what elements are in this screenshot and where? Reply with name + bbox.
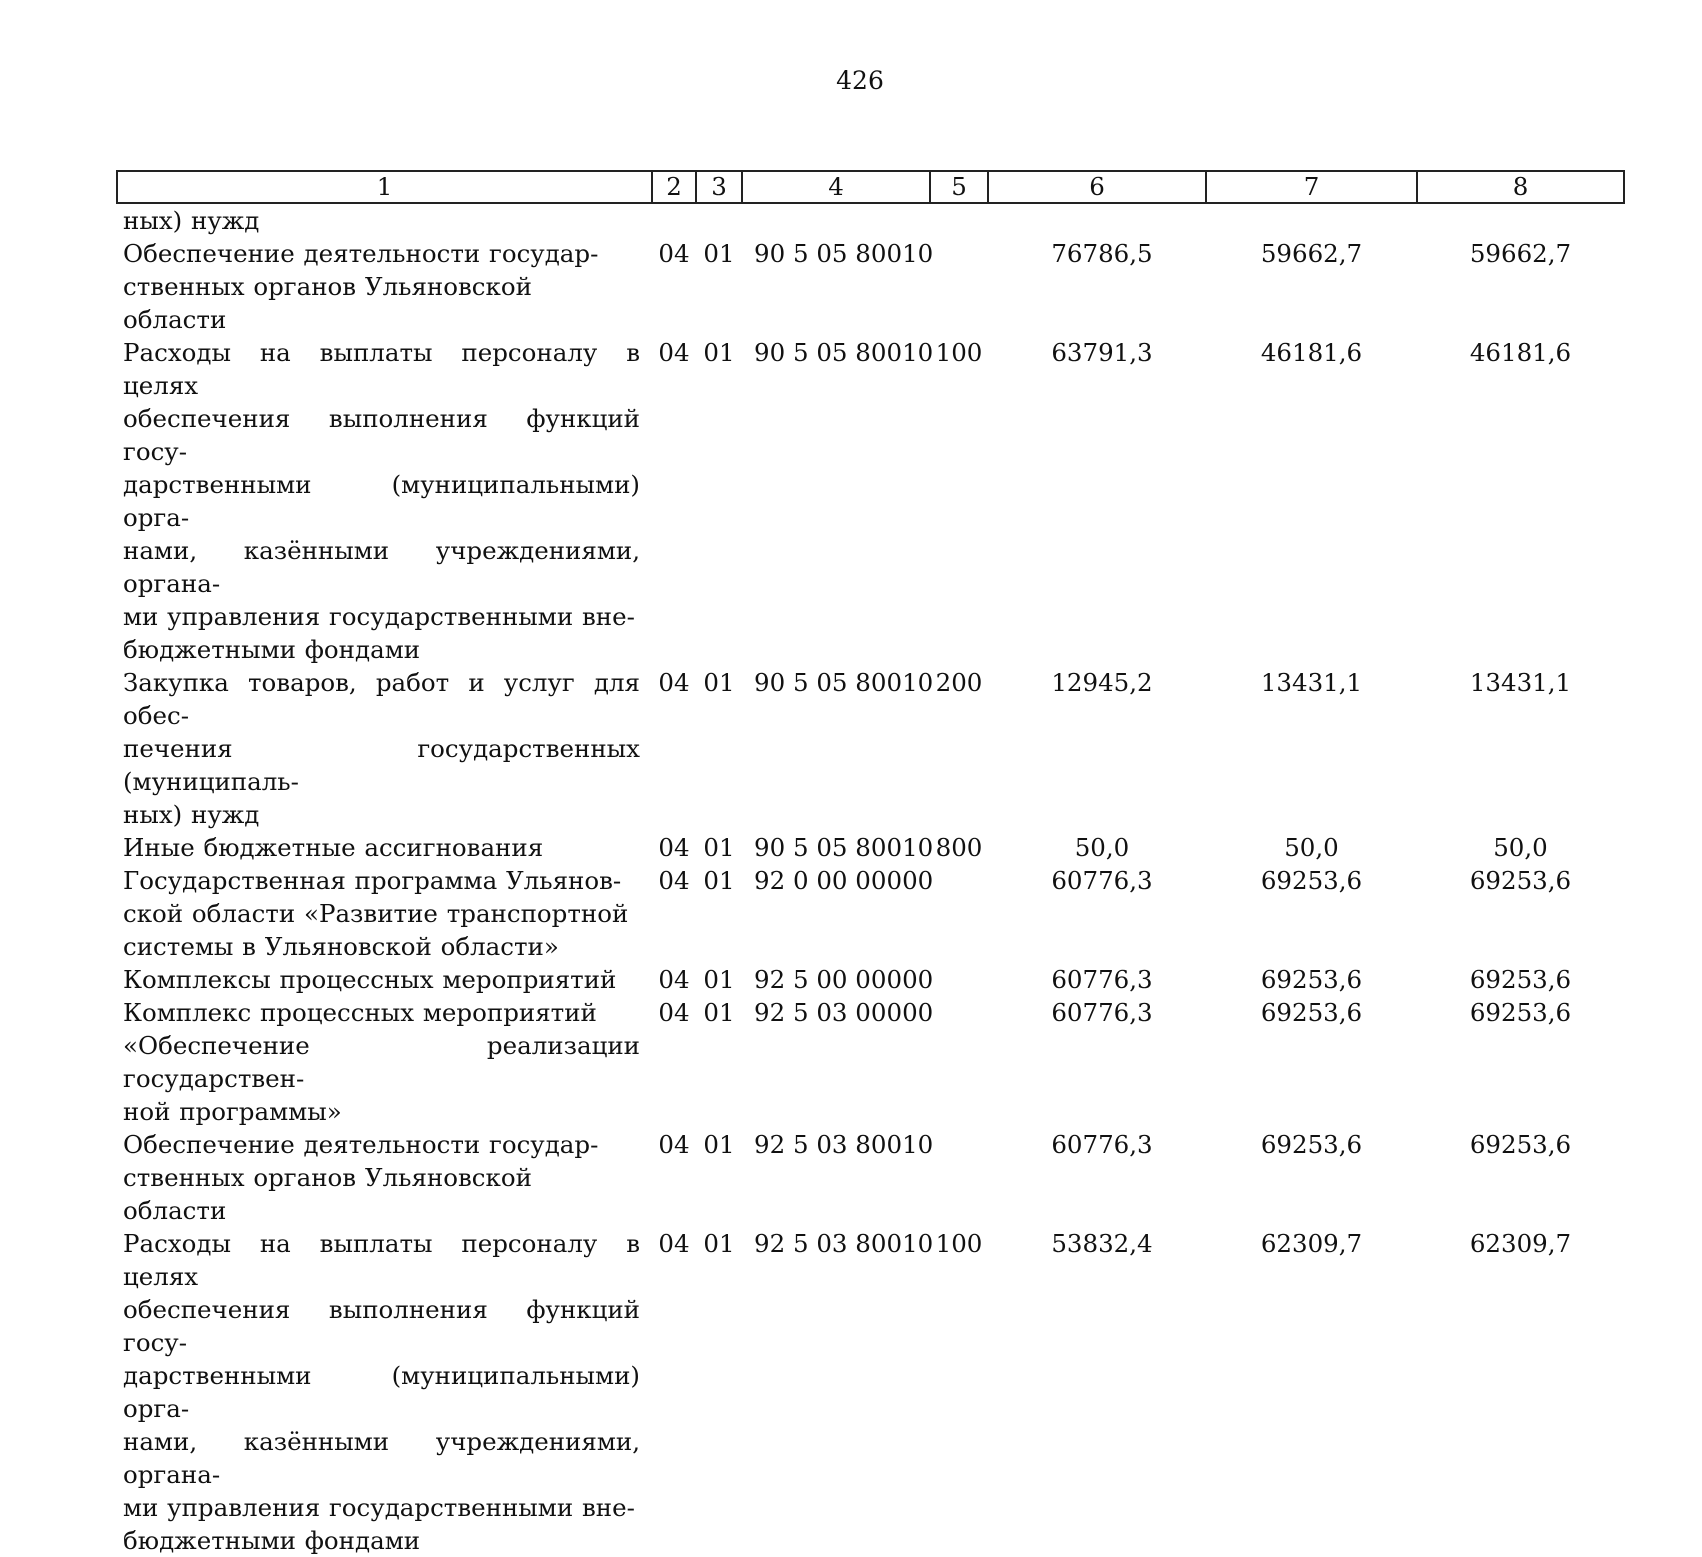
row-name-cell — [117, 963, 652, 996]
row-name-line: Государственная программа Ульянов- — [123, 866, 622, 895]
table-row — [117, 864, 1624, 963]
amount-col6-cell — [988, 203, 1206, 237]
section-code-cell: 04 — [658, 1130, 690, 1159]
subsection-code-cell: 01 — [703, 833, 735, 862]
subsection-code-cell: 01 — [703, 338, 735, 367]
header-cell-1: 1 — [117, 171, 652, 203]
section-code-cell — [652, 203, 696, 237]
amount-col7-cell: 50,0 — [1284, 833, 1339, 862]
row-name-line: ской области «Развитие транспортной — [123, 899, 629, 928]
amount-col6-cell: 63791,3 — [1051, 338, 1153, 367]
expense-type-cell — [930, 203, 988, 237]
subsection-code-cell: 01 — [703, 965, 735, 994]
row-name-line: Комплексы процессных мероприятий — [123, 965, 617, 994]
row-name-line: ми управления государственными вне- — [123, 602, 635, 631]
header-row — [117, 171, 1624, 203]
amount-col6-cell: 60776,3 — [1051, 998, 1153, 1027]
amount-col6-cell: 60776,3 — [1051, 1130, 1153, 1159]
target-article-cell: 92 5 03 80010 — [754, 1130, 934, 1159]
subsection-code-cell: 01 — [703, 239, 735, 268]
amount-col6-cell: 60776,3 — [1051, 965, 1153, 994]
target-article-cell: 90 5 05 80010 — [754, 338, 934, 367]
row-name-cell — [117, 1128, 652, 1227]
row-name-line: нами, казёнными учреждениями, органа- — [123, 1427, 640, 1489]
target-article-cell: 92 5 00 00000 — [754, 965, 934, 994]
row-name-line: «Обеспечение реализации государствен- — [123, 1031, 640, 1093]
amount-col6-cell: 60776,3 — [1051, 866, 1153, 895]
row-name-line: Расходы на выплаты персоналу в целях — [123, 338, 640, 400]
subsection-code-cell: 01 — [703, 1229, 735, 1258]
table-row — [117, 1128, 1624, 1227]
amount-col8-cell: 46181,6 — [1469, 338, 1572, 367]
amount-col8-cell: 69253,6 — [1469, 1130, 1572, 1159]
row-name-cell — [117, 1227, 652, 1557]
amount-col7-cell: 69253,6 — [1260, 998, 1363, 1027]
target-article-cell: 90 5 05 80010 — [754, 239, 934, 268]
amount-col7-cell: 69253,6 — [1260, 1130, 1363, 1159]
amount-col8-cell: 69253,6 — [1469, 998, 1572, 1027]
section-code-cell: 04 — [658, 239, 690, 268]
row-name-line: бюджетными фондами — [123, 1526, 421, 1555]
header-cell-7: 7 — [1206, 171, 1417, 203]
row-name-line: Иные бюджетные ассигнования — [123, 833, 544, 862]
header-cell-2: 2 — [652, 171, 696, 203]
section-code-cell: 04 — [658, 833, 690, 862]
subsection-code-cell: 01 — [703, 866, 735, 895]
amount-col8-cell: 69253,6 — [1469, 866, 1572, 895]
expense-type-cell: 100 — [935, 1229, 983, 1258]
row-name-cell — [117, 203, 652, 237]
row-name-cell — [117, 831, 652, 864]
section-code-cell: 04 — [658, 998, 690, 1027]
section-code-cell: 04 — [658, 965, 690, 994]
amount-col7-cell — [1206, 203, 1417, 237]
table-row — [117, 831, 1624, 864]
row-name-cell — [117, 237, 652, 336]
section-code-cell: 04 — [658, 668, 690, 697]
target-article-cell: 92 5 03 00000 — [754, 998, 934, 1027]
row-name-line: Обеспечение деятельности государ- — [123, 239, 599, 268]
row-name-line: дарственными (муниципальными) орга- — [123, 1361, 640, 1423]
expense-type-cell — [930, 864, 988, 963]
expense-type-cell — [930, 996, 988, 1128]
amount-col8-cell: 62309,7 — [1469, 1229, 1572, 1258]
row-name-cell — [117, 996, 652, 1128]
row-name-line: бюджетными фондами — [123, 635, 421, 664]
page-number: 426 — [836, 66, 884, 95]
row-name-line: ной программы» — [123, 1097, 342, 1126]
amount-col7-cell: 69253,6 — [1260, 866, 1363, 895]
expense-type-cell — [930, 1128, 988, 1227]
table-row — [117, 1227, 1624, 1557]
table-body — [117, 203, 1624, 1557]
row-name-line: обеспечения выполнения функций госу- — [123, 404, 640, 466]
amount-col7-cell: 62309,7 — [1260, 1229, 1363, 1258]
section-code-cell: 04 — [658, 1229, 690, 1258]
row-name-cell — [117, 336, 652, 666]
header-cell-3: 3 — [696, 171, 742, 203]
row-name-line: ных) нужд — [123, 800, 260, 829]
row-name-line: Закупка товаров, работ и услуг для обес- — [123, 668, 640, 730]
subsection-code-cell: 01 — [703, 1130, 735, 1159]
row-name-line: Обеспечение деятельности государ- — [123, 1130, 599, 1159]
amount-col7-cell: 59662,7 — [1260, 239, 1363, 268]
amount-col8-cell: 59662,7 — [1469, 239, 1572, 268]
table-row — [117, 336, 1624, 666]
amount-col6-cell: 50,0 — [1074, 833, 1130, 862]
target-article-cell: 90 5 05 80010 — [754, 833, 934, 862]
subsection-code-cell: 01 — [703, 668, 735, 697]
expense-type-cell: 100 — [935, 338, 983, 367]
section-code-cell: 04 — [658, 866, 690, 895]
amount-col7-cell: 69253,6 — [1260, 965, 1363, 994]
row-name-line: обеспечения выполнения функций госу- — [123, 1295, 640, 1357]
target-article-cell: 92 0 00 00000 — [754, 866, 934, 895]
amount-col8-cell: 69253,6 — [1469, 965, 1572, 994]
amount-col8-cell: 13431,1 — [1469, 668, 1572, 697]
header-cell-6: 6 — [988, 171, 1206, 203]
row-name-line: Расходы на выплаты персоналу в целях — [123, 1229, 640, 1291]
row-name-cell — [117, 666, 652, 831]
amount-col8-cell: 50,0 — [1493, 833, 1548, 862]
row-name-line: дарственными (муниципальными) орга- — [123, 470, 640, 532]
amount-col6-cell: 76786,5 — [1051, 239, 1153, 268]
amount-col7-cell: 13431,1 — [1260, 668, 1363, 697]
row-name-line: нами, казёнными учреждениями, органа- — [123, 536, 640, 598]
row-name-cell — [117, 864, 652, 963]
row-name-line: Комплекс процессных мероприятий — [123, 998, 597, 1027]
target-article-cell: 92 5 03 80010 — [754, 1229, 934, 1258]
table-row — [117, 996, 1624, 1128]
amount-col7-cell: 46181,6 — [1260, 338, 1363, 367]
table-row — [117, 237, 1624, 336]
target-article-cell: 90 5 05 80010 — [754, 668, 934, 697]
amount-col6-cell: 53832,4 — [1051, 1229, 1153, 1258]
table-row — [117, 963, 1624, 996]
table-row — [117, 666, 1624, 831]
expense-type-cell — [930, 963, 988, 996]
expense-type-cell: 200 — [935, 668, 983, 697]
expense-type-cell: 800 — [935, 833, 983, 862]
row-name-line: печения государственных (муниципаль- — [123, 734, 640, 796]
row-name-line: ми управления государственными вне- — [123, 1493, 635, 1522]
row-name-line: ственных органов Ульяновской области — [123, 272, 532, 334]
section-code-cell: 04 — [658, 338, 690, 367]
header-cell-5: 5 — [930, 171, 988, 203]
amount-col8-cell — [1417, 203, 1624, 237]
amount-col6-cell: 12945,2 — [1051, 668, 1153, 697]
target-article-cell — [742, 203, 930, 237]
header-cell-8: 8 — [1417, 171, 1624, 203]
expense-type-cell — [930, 237, 988, 336]
budget-table — [116, 170, 1625, 1557]
row-name-line: ственных органов Ульяновской области — [123, 1163, 532, 1225]
header-cell-4: 4 — [742, 171, 930, 203]
table-row — [117, 203, 1624, 237]
subsection-code-cell: 01 — [703, 998, 735, 1027]
row-name-line: системы в Ульяновской области» — [123, 932, 559, 961]
row-name-line: ных) нужд — [123, 206, 260, 235]
subsection-code-cell — [696, 203, 742, 237]
